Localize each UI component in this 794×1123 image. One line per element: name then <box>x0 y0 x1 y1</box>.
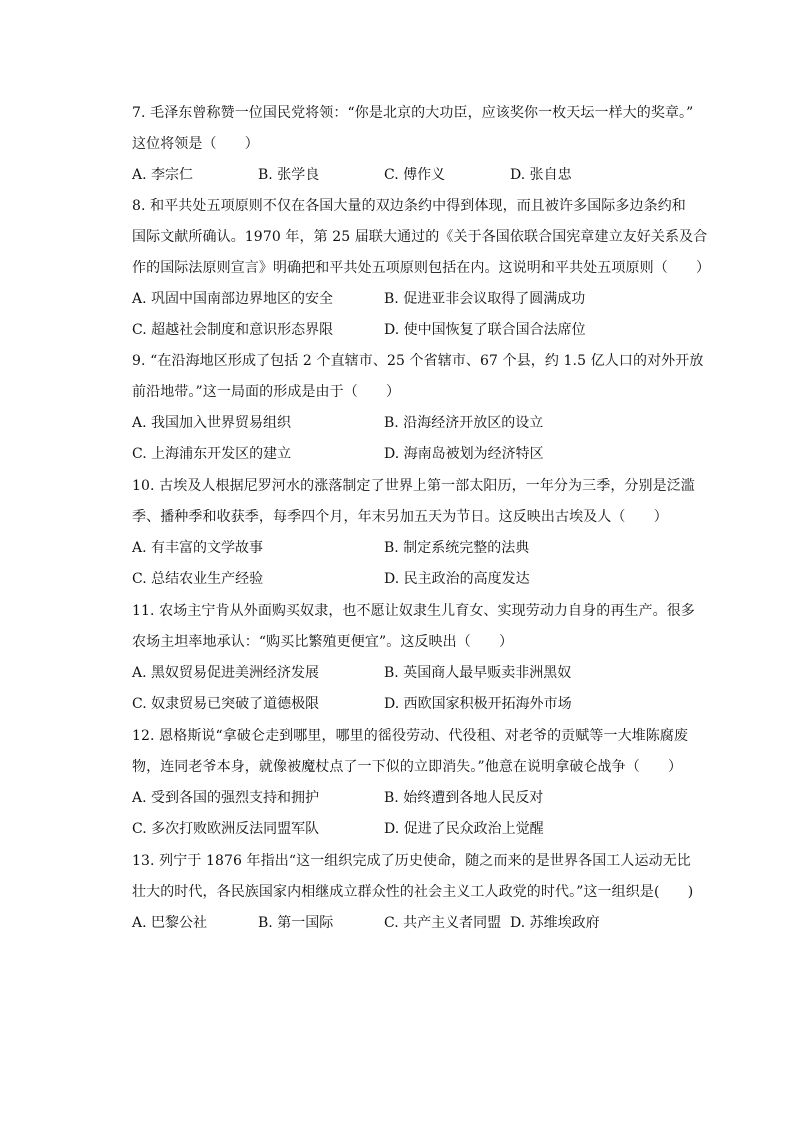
option-d[interactable]: D. 促进了民众政治上觉醒 <box>384 821 544 837</box>
option-d[interactable]: D. 西欧国家积极开拓海外市场 <box>384 696 572 712</box>
option-b[interactable]: B. 沿海经济开放区的设立 <box>384 415 544 431</box>
question-text-line: 这位将领是（ ） <box>132 136 259 152</box>
question-text-line: 8. 和平共处五项原则不仅在各国大量的双边条约中得到体现，而且被许多国际多边条约和 <box>132 198 686 214</box>
question-text-line: 作的国际法原则宣言》明确把和平共处五项原则包括在内。这说明和平共处五项原则（ ） <box>132 260 711 276</box>
question-text-line: 11. 农场主宁肯从外面购买奴隶，也不愿让奴隶生儿育女、实现劳动力自身的再生产。很多 <box>132 603 695 619</box>
option-b[interactable]: B. 促进亚非会议取得了圆满成功 <box>384 291 586 307</box>
question-text-line: 13. 列宁于 1876 年指出“这一组织完成了历史使命，随之而来的是世界各国工人运动无比 <box>132 853 691 869</box>
option-a[interactable]: A. 巩固中国南部边界地区的安全 <box>132 291 334 307</box>
question-13 <box>132 846 702 939</box>
question-text-line: 农场主坦率地承认：“购买比繁殖更便宜”。这反映出（ ） <box>132 634 514 650</box>
question-text-line: 7. 毛泽东曾称赞一位国民党将领：“你是北京的大功臣，应该奖你一枚天坛一样大的奖章。” <box>132 105 694 121</box>
options-row <box>132 908 702 939</box>
options-row <box>132 814 702 845</box>
option-b[interactable]: B. 始终遭到各地人民反对 <box>384 790 544 806</box>
option-d[interactable]: D. 民主政治的高度发达 <box>384 571 530 587</box>
question-12 <box>132 721 702 845</box>
options-row <box>132 689 702 720</box>
option-a[interactable]: A. 受到各国的强烈支持和拥护 <box>132 790 320 806</box>
option-b[interactable]: B. 张学良 <box>258 167 320 183</box>
options-row <box>132 439 702 470</box>
question-text-line: 壮大的时代，各民族国家内相继成立群众性的社会主义工人政党的时代。”这一组织是( ) <box>132 884 694 900</box>
options-row <box>132 315 702 346</box>
option-c[interactable]: C. 奴隶贸易已突破了道德极限 <box>132 696 320 712</box>
question-11 <box>132 596 702 720</box>
options-row <box>132 160 702 191</box>
options-row <box>132 658 702 689</box>
option-a[interactable]: A. 黑奴贸易促进美洲经济发展 <box>132 665 320 681</box>
option-b[interactable]: B. 英国商人最早贩卖非洲黑奴 <box>384 665 572 681</box>
option-d[interactable]: D. 海南岛被划为经济特区 <box>384 446 544 462</box>
option-a[interactable]: A. 有丰富的文学故事 <box>132 540 264 556</box>
options-row <box>132 284 702 315</box>
question-8 <box>132 191 711 346</box>
option-b[interactable]: B. 第一国际 <box>258 915 334 931</box>
option-c[interactable]: C. 超越社会制度和意识形态界限 <box>132 322 334 338</box>
option-c[interactable]: C. 上海浦东开发区的建立 <box>132 446 292 462</box>
option-a[interactable]: A. 李宗仁 <box>132 167 194 183</box>
question-text-line: 物，连同老爷本身，就像被魔杖点了一下似的立即消失。”他意在说明拿破仑战争（ ） <box>132 759 683 775</box>
question-9 <box>132 346 702 470</box>
option-c[interactable]: C. 总结农业生产经验 <box>132 571 264 587</box>
question-text-line: 季、播种季和收获季，每季四个月，年末另加五天为节日。这反映出古埃及人（ ） <box>132 509 668 525</box>
question-7 <box>132 98 702 191</box>
options-row <box>132 533 702 564</box>
question-text-line: 9. “在沿海地区形成了包括 2 个直辖市、25 个省辖市、67 个县，约 1.5 亿人口的对外开放 <box>132 353 704 369</box>
question-text-line: 10. 古埃及人根据尼罗河水的涨落制定了世界上第一部太阳历，一年分为三季，分别是泛滥 <box>132 478 695 494</box>
option-a[interactable]: A. 我国加入世界贸易组织 <box>132 415 292 431</box>
option-c[interactable]: C. 共产主义者同盟 <box>384 915 502 931</box>
options-row <box>132 783 702 814</box>
question-10 <box>132 471 702 595</box>
options-row <box>132 564 702 595</box>
options-row <box>132 408 702 439</box>
option-d[interactable]: D. 苏维埃政府 <box>510 915 600 931</box>
question-text-line: 国际文献所确认。1970 年，第 25 届联大通过的《关于各国依联合国宪章建立友好关系及合 <box>132 229 708 245</box>
option-d[interactable]: D. 张自忠 <box>510 167 572 183</box>
option-c[interactable]: C. 多次打败欧洲反法同盟军队 <box>132 821 320 837</box>
option-a[interactable]: A. 巴黎公社 <box>132 915 208 931</box>
option-d[interactable]: D. 使中国恢复了联合国合法席位 <box>384 322 586 338</box>
option-c[interactable]: C. 傅作义 <box>384 167 446 183</box>
question-text-line: 12. 恩格斯说“拿破仑走到哪里，哪里的徭役劳动、代役租、对老爷的贡赋等一大堆陈腐废 <box>132 728 689 744</box>
question-text-line: 前沿地带。”这一局面的形成是由于（ ） <box>132 384 401 400</box>
option-b[interactable]: B. 制定系统完整的法典 <box>384 540 530 556</box>
